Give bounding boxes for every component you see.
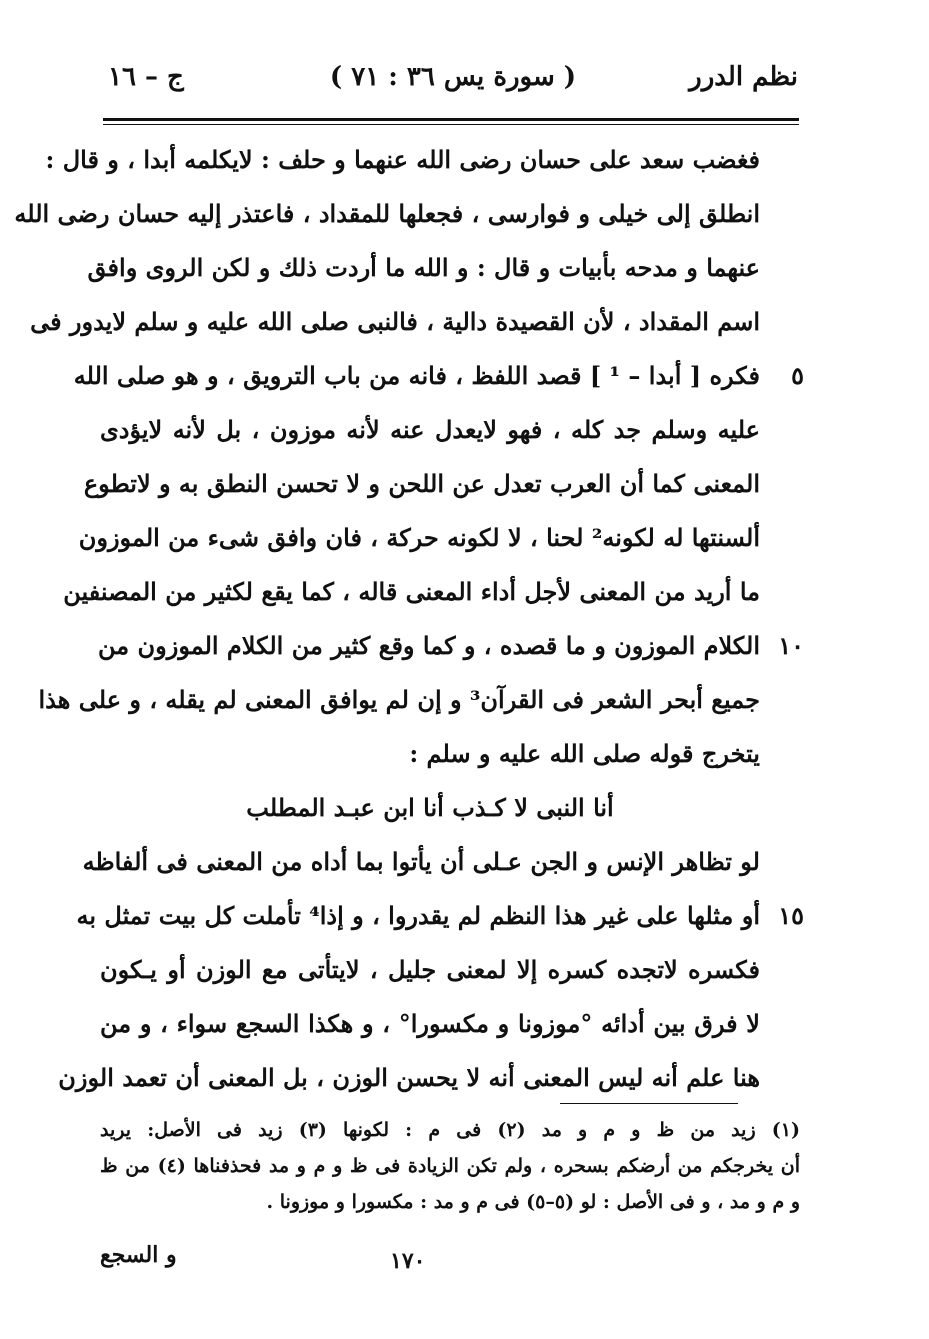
surah-reference: ( سورة يس ٣٦ : ٧١ ) (329, 62, 577, 92)
verse-line: أنا النبى لا كـذب أنا ابن عبـد المطلب (246, 793, 614, 822)
text-line: فغضب سعد على حسان رضى الله عنهما و حلف : لايكلمه أبدا ، و قال : (45, 145, 760, 174)
volume-part: ج – ١٦ (108, 62, 184, 92)
header-rule-thick (103, 118, 799, 121)
text-line: عنهما و مدحه بأبيات و قال : و الله ما أردت ذلك و لكن الروى وافق (87, 253, 760, 282)
main-text (14, 133, 804, 1105)
running-header (108, 62, 798, 102)
page-number: ١٧٠ (390, 1248, 426, 1274)
text-line: لا فرق بين أدائه °موزونا و مكسورا° ، و هكذا السجع سواء ، و من (100, 1009, 760, 1038)
header-rule-thin (103, 124, 799, 125)
line-number: ١٠ (778, 631, 804, 660)
text-line: ألسنتها له لكونه² لحنا ، لا لكونه حركة ، فان وافق شىء من الموزون (78, 523, 760, 552)
footnote-line: أن يخرجكم من أرضكم بسحره ، ولم تكن الزيادة فى ظ و م و مد فحذفناها (٤) من ظ (100, 1155, 800, 1177)
line-number: ١٥ (778, 901, 804, 930)
text-line: المعنى كما أن العرب تعدل عن اللحن و لا تحسن النطق به و لاتطوع (83, 469, 760, 498)
book-title: نظم الدرر (689, 62, 798, 92)
footnote-line: (١) زيد من ظ و م و مد (٢) فى م : لكونها (٣) زيد فى الأصل: يريد (100, 1119, 800, 1141)
text-line: عليه وسلم جد كله ، فهو لايعدل عنه لأنه موزون ، بل لأنه لايؤدى (100, 415, 760, 444)
text-line: ٥ فكره [ أبدا – ¹ ] قصد اللفظ ، فانه من باب الترويق ، و هو صلى الله (100, 349, 760, 403)
line-number: ٥ (791, 361, 804, 390)
catchword: و السجع (100, 1242, 177, 1268)
text-line: لو تظاهر الإنس و الجن عـلى أن يأتوا بما أداه من المعنى فى ألفاظه (82, 847, 760, 876)
text-line: جميع أبحر الشعر فى القرآن³ و إن لم يوافق المعنى لم يقله ، و على هذا (38, 685, 760, 714)
text-line: يتخرج قوله صلى الله عليه و سلم : (409, 739, 760, 768)
text-line: ١٥ أو مثلها على غير هذا النظم لم يقدروا ، و إذا⁴ تأملت كل بيت تمثل به (100, 889, 760, 943)
footnote-line: و م و مد ، و فى الأصل : لو (٥–٥) فى م و مد : مكسورا و موزونا . (266, 1191, 800, 1213)
footnotes (100, 1112, 800, 1220)
text-line: ما أريد من المعنى لأجل أداء المعنى قاله ، كما يقع لكثير من المصنفين (63, 577, 760, 606)
text-line: انطلق إلى خيلى و فوارسى ، فجعلها للمقداد ، فاعتذر إليه حسان رضى الله (14, 199, 760, 228)
text-line: فكسره لاتجده كسره إلا لمعنى جليل ، لايتأتى مع الوزن أو يـكون (100, 955, 760, 984)
text-line: ١٠ الكلام الموزون و ما قصده ، و كما وقع كثير من الكلام الموزون من (100, 619, 760, 673)
text-line: اسم المقداد ، لأن القصيدة دالية ، فالنبى صلى الله عليه و سلم لايدور فى (30, 307, 760, 336)
footnote-rule (560, 1103, 738, 1104)
text-line: هنا علم أنه ليس المعنى أنه لا يحسن الوزن ، بل المعنى أن تعمد الوزن (58, 1063, 760, 1092)
